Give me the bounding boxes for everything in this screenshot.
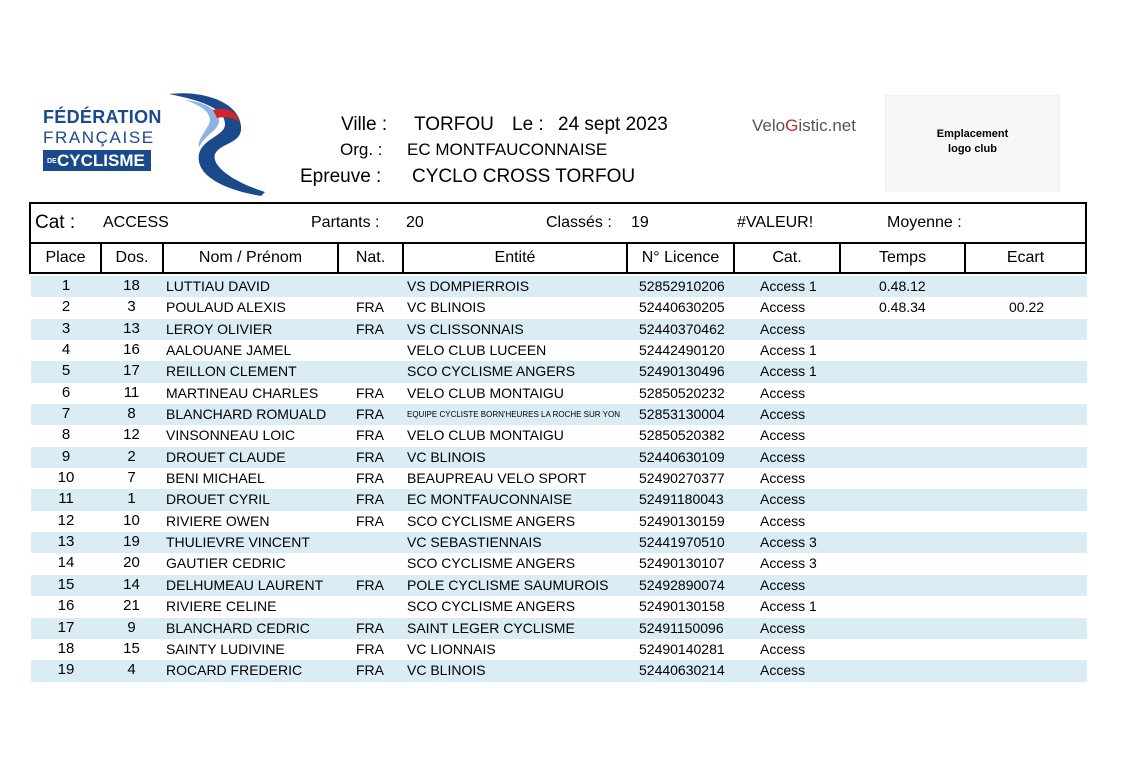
- table-row: [31, 447, 1087, 468]
- logo-de: DE: [47, 158, 57, 166]
- category-cell: Access: [760, 299, 806, 316]
- category-cell: Access 1: [760, 342, 817, 359]
- entity-cell: EQUIPE CYCLISTE BORN'HEURES LA ROCHE SUR YON: [407, 410, 620, 420]
- partants-label: Partants :: [311, 214, 380, 231]
- licence-cell: 52440630214: [639, 662, 725, 679]
- name-cell: MARTINEAU CHARLES: [166, 384, 319, 401]
- nat-cell: FRA: [356, 619, 384, 636]
- partants-value: 20: [406, 214, 424, 231]
- dos-cell: 18: [123, 277, 140, 294]
- logo-line3: CYCLISME: [57, 151, 145, 170]
- nat-cell: FRA: [356, 470, 384, 487]
- table-row: [31, 468, 1087, 489]
- category-cell: Access: [760, 512, 806, 529]
- table-row: [31, 425, 1087, 446]
- name-cell: RIVIERE OWEN: [166, 512, 270, 529]
- dos-cell: 2: [127, 447, 136, 465]
- dos-cell: 14: [123, 575, 140, 593]
- entity-cell: VELO CLUB MONTAIGU: [407, 384, 564, 401]
- results-column-headers: [29, 244, 1087, 274]
- name-cell: SAINTY LUDIVINE: [166, 640, 285, 657]
- place-cell: 15: [57, 575, 75, 593]
- dos-cell: 3: [127, 298, 136, 316]
- name-cell: RIVIERE CELINE: [166, 598, 277, 615]
- org-label: Org. :: [340, 140, 383, 159]
- category-cell: Access: [760, 576, 806, 593]
- entity-cell: VS CLISSONNAIS: [407, 320, 524, 337]
- temps-cell: 0.48.34: [879, 299, 926, 316]
- category-cell: Access 1: [760, 363, 817, 380]
- cyclist-swoosh-icon: [155, 92, 267, 198]
- velogistic-brand: [752, 116, 856, 136]
- entity-cell: VC BLINOIS: [407, 299, 486, 316]
- name-cell: THULIEVRE VINCENT: [166, 534, 310, 551]
- table-row: [31, 404, 1087, 425]
- nat-cell: FRA: [356, 662, 384, 679]
- entity-cell: VELO CLUB LUCEEN: [407, 342, 547, 359]
- entity-cell: VC SEBASTIENNAIS: [407, 534, 542, 551]
- valeur-error: #VALEUR!: [737, 214, 814, 231]
- entity-cell: VS DOMPIERROIS: [407, 278, 530, 294]
- temps-cell: 0.48.12: [879, 278, 926, 294]
- dos-cell: 11: [123, 383, 140, 401]
- entity-cell: VC LIONNAIS: [407, 640, 496, 657]
- entity-cell: EC MONTFAUCONNAISE: [407, 491, 572, 508]
- dos-cell: 4: [127, 661, 136, 679]
- nat-cell: FRA: [356, 491, 384, 508]
- name-cell: AALOUANE JAMEL: [166, 342, 292, 359]
- table-row: [31, 639, 1087, 660]
- table-row: [31, 618, 1087, 639]
- club-logo-placeholder: [885, 95, 1060, 192]
- name-cell: POULAUD ALEXIS: [166, 299, 286, 316]
- classes-label: Classés :: [546, 214, 612, 231]
- name-cell: BENI MICHAEL: [166, 470, 265, 487]
- place-cell: 2: [61, 298, 71, 316]
- category-cell: Access: [760, 384, 806, 401]
- le-label: Le :: [512, 114, 544, 135]
- licence-cell: 52491180043: [639, 491, 724, 508]
- race-date: 24 sept 2023: [558, 114, 668, 135]
- velogistic-a: Velo: [752, 116, 786, 135]
- place-cell: 8: [61, 426, 71, 444]
- category-cell: Access: [760, 619, 806, 636]
- dos-cell: 21: [123, 597, 140, 615]
- table-row: [31, 575, 1087, 596]
- entity-cell: SAINT LEGER CYCLISME: [407, 619, 575, 636]
- name-cell: REILLON CLEMENT: [166, 363, 297, 380]
- dos-cell: 8: [127, 405, 136, 423]
- dos-cell: 12: [123, 426, 140, 444]
- ville-label: Ville :: [341, 114, 388, 135]
- nat-cell: FRA: [356, 384, 384, 401]
- licence-cell: 52440370462: [639, 320, 725, 337]
- col-licence: N° Licence: [628, 244, 735, 272]
- name-cell: GAUTIER CEDRIC: [166, 555, 286, 572]
- place-cell: 4: [61, 341, 71, 359]
- entity-cell: VC BLINOIS: [407, 662, 486, 679]
- licence-cell: 52490130158: [639, 598, 725, 615]
- licence-cell: 52490130107: [639, 555, 725, 572]
- nat-cell: FRA: [356, 320, 384, 337]
- dos-cell: 19: [123, 533, 140, 551]
- col-ecart: Ecart: [1006, 249, 1045, 266]
- velogistic-c: istic.net: [798, 116, 856, 135]
- table-row: [31, 489, 1087, 510]
- club-logo-line2: logo club: [948, 143, 997, 155]
- licence-cell: 52490140281: [639, 640, 725, 657]
- org-value: EC MONTFAUCONNAISE: [407, 140, 608, 159]
- col-cat: Cat.: [735, 244, 841, 272]
- place-cell: 17: [57, 618, 75, 636]
- nat-cell: FRA: [356, 299, 384, 316]
- licence-cell: 52440630205: [639, 299, 725, 316]
- category-cell: Access: [760, 640, 806, 657]
- nat-cell: FRA: [356, 406, 384, 423]
- dos-cell: 9: [127, 618, 136, 636]
- place-cell: 10: [57, 469, 75, 487]
- licence-cell: 52490130159: [639, 512, 725, 529]
- nat-cell: FRA: [356, 427, 384, 444]
- ecart-cell: 00.22: [1009, 299, 1045, 316]
- place-cell: 16: [57, 597, 75, 615]
- place-cell: 5: [61, 362, 71, 380]
- category-cell: Access: [760, 662, 806, 679]
- entity-cell: VC BLINOIS: [407, 448, 486, 465]
- name-cell: BLANCHARD CEDRIC: [166, 619, 310, 636]
- velogistic-b: G: [785, 116, 799, 135]
- licence-cell: 52490270377: [639, 470, 725, 487]
- club-logo-line1: Emplacement: [936, 128, 1009, 140]
- cat-value: ACCESS: [103, 214, 169, 231]
- table-row: [31, 361, 1087, 382]
- category-cell: Access 1: [760, 598, 817, 615]
- table-row: [31, 276, 1087, 297]
- licence-cell: 52491150096: [639, 619, 724, 636]
- dos-cell: 1: [127, 490, 136, 508]
- entity-cell: SCO CYCLISME ANGERS: [407, 555, 576, 572]
- entity-cell: VELO CLUB MONTAIGU: [407, 427, 564, 444]
- cat-label: Cat :: [35, 212, 76, 233]
- place-cell: 19: [57, 661, 75, 679]
- licence-cell: 52852910206: [639, 278, 725, 294]
- col-nat: Nat.: [339, 244, 404, 272]
- licence-cell: 52853130004: [639, 406, 725, 423]
- licence-cell: 52441970510: [639, 534, 725, 551]
- category-cell: Access: [760, 491, 806, 508]
- place-cell: 1: [61, 277, 71, 294]
- col-entite: Entité: [404, 244, 628, 272]
- place-cell: 12: [57, 511, 75, 529]
- category-cell: Access 1: [760, 278, 817, 294]
- name-cell: DELHUMEAU LAURENT: [166, 576, 324, 593]
- place-cell: 3: [61, 319, 71, 337]
- entity-cell: POLE CYCLISME SAUMUROIS: [407, 576, 609, 593]
- licence-cell: 52492890074: [639, 576, 725, 593]
- logo-line2: FRANÇAISE: [43, 128, 155, 147]
- table-row: [31, 596, 1087, 617]
- entity-cell: SCO CYCLISME ANGERS: [407, 363, 576, 380]
- nat-cell: FRA: [356, 448, 384, 465]
- place-cell: 9: [61, 447, 71, 465]
- place-cell: 7: [61, 405, 71, 423]
- entity-cell: BEAUPREAU VELO SPORT: [407, 470, 587, 487]
- logo-line1: FÉDÉRATION: [43, 107, 162, 127]
- table-row: [31, 660, 1087, 681]
- col-nom: Nom / Prénom: [164, 244, 339, 272]
- table-row: [31, 297, 1087, 318]
- category-cell: Access 3: [760, 555, 817, 572]
- dos-cell: 17: [123, 362, 140, 380]
- place-cell: 14: [57, 554, 75, 572]
- nat-cell: FRA: [356, 576, 384, 593]
- name-cell: BLANCHARD ROMUALD: [166, 406, 327, 423]
- licence-cell: 52442490120: [639, 342, 725, 359]
- col-temps: Temps: [841, 244, 966, 272]
- place-cell: 18: [57, 639, 75, 657]
- category-cell: Access: [760, 406, 806, 423]
- col-dos: Dos.: [102, 244, 164, 272]
- category-cell: Access: [760, 448, 806, 465]
- dos-cell: 10: [123, 511, 140, 529]
- dos-cell: 15: [123, 639, 140, 657]
- entity-cell: SCO CYCLISME ANGERS: [407, 512, 576, 529]
- dos-cell: 7: [127, 469, 136, 487]
- table-row: [31, 383, 1087, 404]
- name-cell: LEROY OLIVIER: [166, 320, 273, 337]
- name-cell: LUTTIAU DAVID: [166, 278, 270, 294]
- epreuve-label: Epreuve :: [300, 166, 382, 187]
- ffc-logo-text: [43, 108, 162, 171]
- name-cell: ROCARD FREDERIC: [166, 662, 303, 679]
- table-row: [31, 340, 1087, 361]
- licence-cell: 52850520382: [639, 427, 725, 444]
- ffc-logo: [35, 92, 267, 198]
- place-cell: 11: [58, 490, 74, 508]
- table-row: [31, 511, 1087, 532]
- category-cell: Access: [760, 470, 806, 487]
- col-place: Place: [31, 244, 102, 272]
- nat-cell: FRA: [356, 640, 384, 657]
- table-row: [31, 532, 1087, 553]
- dos-cell: 13: [123, 319, 140, 337]
- table-row: [31, 553, 1087, 574]
- dos-cell: 16: [123, 341, 140, 359]
- table-row: [31, 319, 1087, 340]
- licence-cell: 52850520232: [639, 384, 725, 401]
- category-cell: Access: [760, 320, 806, 337]
- results-table: [31, 276, 1087, 682]
- name-cell: DROUET CYRIL: [166, 491, 270, 508]
- ville-value: TORFOU: [414, 114, 494, 135]
- name-cell: VINSONNEAU LOIC: [166, 427, 296, 444]
- category-cell: Access 3: [760, 534, 817, 551]
- entity-cell: SCO CYCLISME ANGERS: [407, 598, 576, 615]
- category-cell: Access: [760, 427, 806, 444]
- name-cell: DROUET CLAUDE: [166, 448, 286, 465]
- epreuve-value: CYCLO CROSS TORFOU: [412, 166, 636, 187]
- nat-cell: FRA: [356, 512, 384, 529]
- licence-cell: 52440630109: [639, 448, 725, 465]
- category-summary: [29, 202, 1087, 244]
- licence-cell: 52490130496: [639, 363, 725, 380]
- moyenne-label: Moyenne :: [887, 214, 962, 231]
- logo-line3-box: [43, 150, 151, 171]
- place-cell: 6: [61, 383, 71, 401]
- dos-cell: 20: [123, 554, 140, 572]
- place-cell: 13: [57, 533, 75, 551]
- classes-value: 19: [631, 214, 649, 231]
